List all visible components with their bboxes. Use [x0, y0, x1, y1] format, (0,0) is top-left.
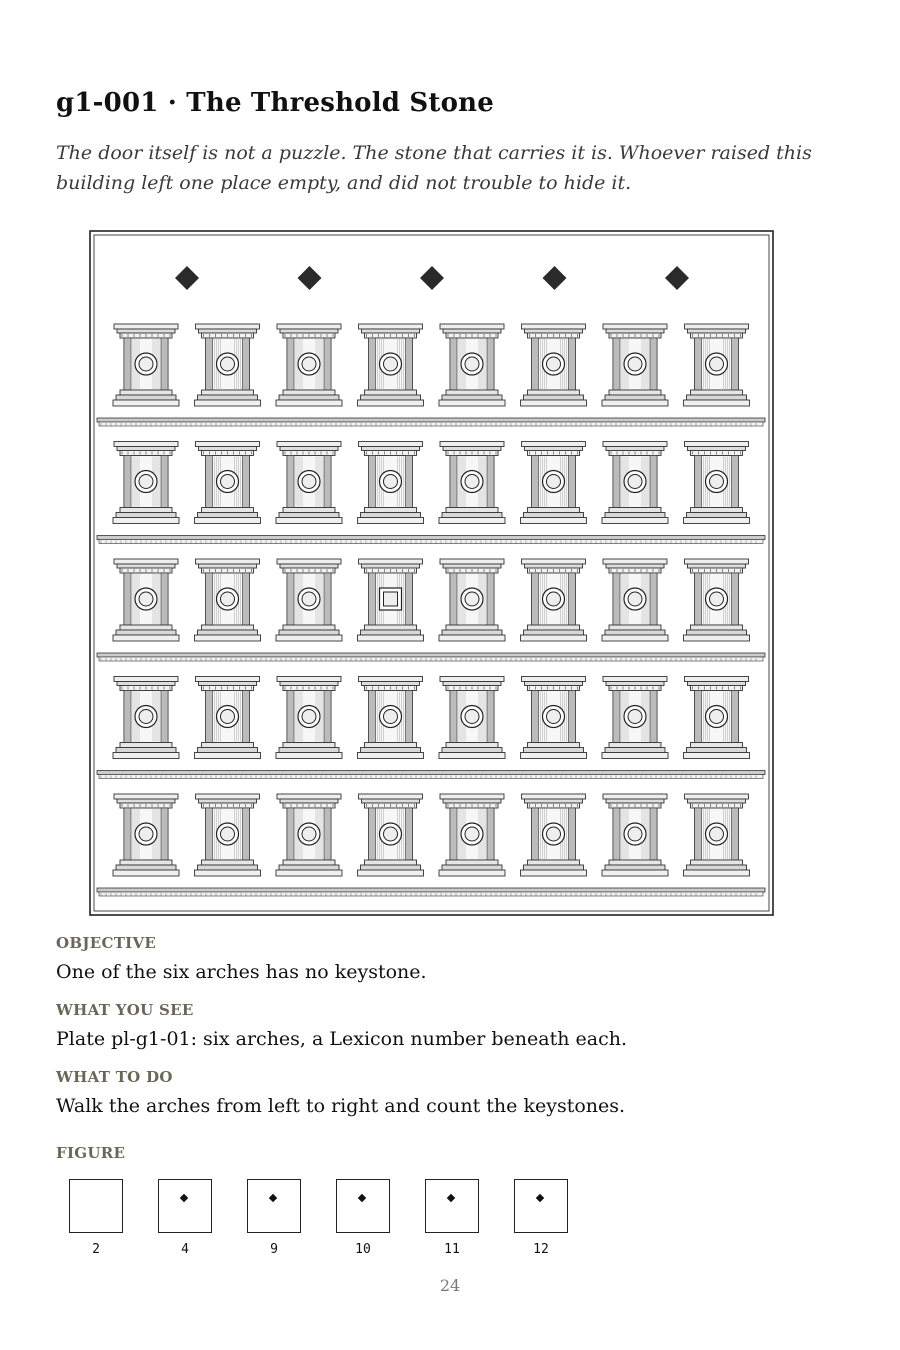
shelf-ledge: [97, 888, 765, 892]
keystone-diamond-icon: [447, 1194, 455, 1202]
what-you-see-text: Plate pl-g1-01: six arches, a Lexicon number beneath each.: [56, 1028, 628, 1050]
arch-number: 10: [355, 1242, 371, 1257]
arch-item: [158, 1179, 212, 1257]
keystone-diamond-icon: [536, 1194, 544, 1202]
arch-number: 4: [181, 1242, 189, 1257]
objective-label: OBJECTIVE: [56, 934, 157, 952]
plate-outer-frame: [90, 231, 773, 915]
page-title: g1-001 · The Threshold Stone: [56, 88, 494, 118]
objective-text: One of the six arches has no keystone.: [56, 961, 427, 983]
shelf-ledge: [97, 771, 765, 775]
plate-illustration: [89, 230, 774, 916]
arch-number: 9: [270, 1242, 278, 1257]
arch-box: [247, 1179, 301, 1233]
figure-label: FIGURE: [56, 1144, 126, 1162]
arch-item: [514, 1179, 568, 1257]
arch-box: [336, 1179, 390, 1233]
shelf-ledge: [97, 653, 765, 657]
arch-item: [336, 1179, 390, 1257]
arch-number: 12: [533, 1242, 549, 1257]
what-to-do-label: WHAT TO DO: [56, 1068, 173, 1086]
arch-box: [514, 1179, 568, 1233]
page-number: 24: [439, 1276, 461, 1295]
arch-item: [69, 1179, 123, 1257]
arch-item: [425, 1179, 479, 1257]
arch-number: 11: [444, 1242, 460, 1257]
shelf-ledge: [97, 536, 765, 540]
shelf-ledge: [97, 418, 765, 422]
keystone-diamond-icon: [180, 1194, 188, 1202]
arch-box: [425, 1179, 479, 1233]
what-to-do-text: Walk the arches from left to right and count the keystones.: [56, 1095, 626, 1117]
arch-number: 2: [92, 1242, 100, 1257]
arch-item: [247, 1179, 301, 1257]
keystone-diamond-icon: [269, 1194, 277, 1202]
arch-box: [69, 1179, 123, 1233]
arch-box: [158, 1179, 212, 1233]
intro-text: The door itself is not a puzzle. The stone that carries it is. Whoever raised this building left one place empty, and did not trouble to hide it.: [56, 142, 812, 194]
keystone-diamond-icon: [358, 1194, 366, 1202]
what-you-see-label: WHAT YOU SEE: [56, 1001, 194, 1019]
